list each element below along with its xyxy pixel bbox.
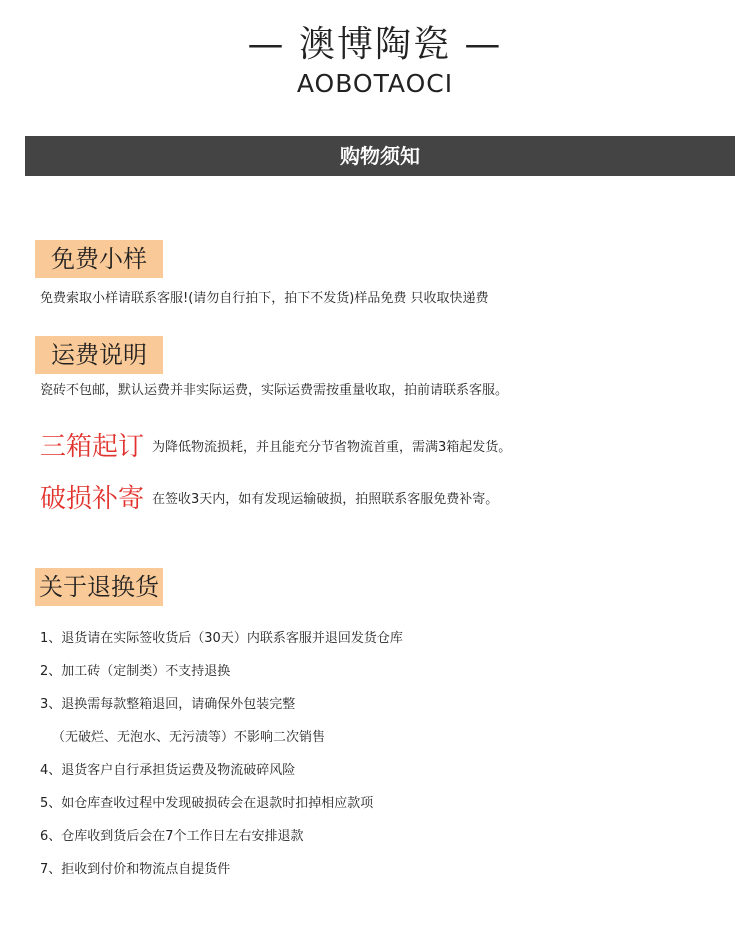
min-order-title: 三箱起订	[40, 432, 145, 462]
list-item: 3、退换需每款整箱退回，请确保外包装完整	[40, 697, 296, 712]
returns-list	[40, 630, 403, 894]
damage-text: 在签收3天内，如有发现运输破损，拍照联系客服免费补寄。	[152, 492, 499, 507]
list-item: 2、加工砖（定制类）不支持退换	[40, 664, 231, 679]
min-order-text: 为降低物流损耗，并且能充分节省物流首重，需满3箱起发货。	[152, 440, 512, 455]
list-item: （无破烂、无泡水、无污渍等）不影响二次销售	[52, 730, 326, 745]
brand-title-cn: — 澳博陶瓷 —	[247, 24, 503, 65]
shipping-tag: 运费说明	[35, 336, 163, 374]
returns-tag: 关于退换货	[35, 568, 163, 606]
brand-title-en: AOBOTAOCI	[296, 69, 454, 98]
free-sample-tag: 免费小样	[35, 240, 163, 278]
free-sample-text: 免费索取小样请联系客服!(请勿自行拍下，拍下不发货)样品免费 只收取快递费	[40, 291, 489, 306]
list-item: 4、退货客户自行承担货运费及物流破碎风险	[40, 763, 296, 778]
list-item: 7、拒收到付价和物流点自提货件	[40, 862, 231, 877]
list-item: 5、如仓库查收过程中发现破损砖会在退款时扣掉相应款项	[40, 796, 374, 811]
shipping-text: 瓷砖不包邮，默认运费并非实际运费，实际运费需按重量收取，拍前请联系客服。	[40, 383, 509, 398]
damage-title: 破损补寄	[40, 484, 145, 514]
list-item: 6、仓库收到货后会在7个工作日左右安排退款	[40, 829, 304, 844]
list-item: 1、退货请在实际签收货后（30天）内联系客服并退回发货仓库	[40, 631, 403, 646]
shopping-notice-banner: 购物须知	[25, 136, 735, 176]
